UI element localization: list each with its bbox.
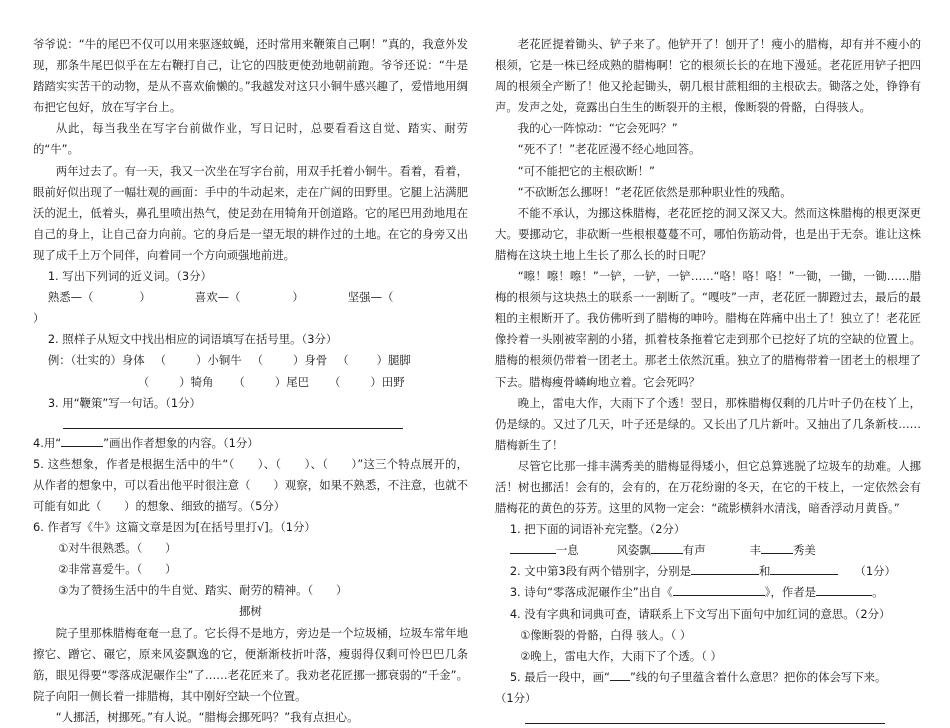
question-6-option[interactable]: ③为了赞扬生活中的牛自觉、踏实、耐劳的精神。（ ） bbox=[58, 583, 348, 598]
question-2: 2. 照样子从短文中找出相应的词语填写在括号里。（3分） bbox=[47, 332, 338, 347]
story-paragraph: 院子里那株腊梅奄奄一息了。它长得不是地方，旁边是一个垃圾桶，垃圾车常年地擦它、蹭它、碾它，原来风姿飘逸的它，便渐渐枝折叶落，瘦弱得仅剩可怜巴巴几条筋，眼见得要“零落成泥碾作尘”了……老花匠来了。我劝老花匠挪一挪衰弱的“千金”。院子向阳一侧长着一排腊梅，其中刚好空缺一个位置。 bbox=[33, 625, 468, 703]
story-paragraph: “人挪活，树挪死。”有人说。“腊梅会挪死吗？”我有点担心。 bbox=[55, 709, 359, 724]
fill-blank[interactable] bbox=[770, 561, 838, 575]
question-5: 5. 这些想象，作者是根据生活中的牛“（ ）、（ ）、（ ）”这三个特点展开的，从作者的想象中，可以看出他平时很注意（ ）观察，如果不熟悉，不注意，也就不可能有如此（ ）的想象、细致的描写。（5分） bbox=[33, 456, 468, 513]
fill-blank[interactable] bbox=[816, 582, 872, 596]
story-paragraph: 老花匠提着锄头、铲子来了。他铲开了！刨开了！瘦小的腊梅，却有并不瘦小的根须，它是一株已经成熟的腊梅啊！它的根须长长的在地下漫延。老花匠用铲子把四周的根须全产断了！他又抡起锄头，朝几根甘蔗粗细的主根砍去。锄落之处，铮铮有声。发声之处，竟露出白生生的断裂开的主根，像断裂的骨骼，白得骇人。 bbox=[495, 37, 921, 115]
right-column bbox=[495, 34, 921, 728]
question-3: 3. 用“鞭策”写一句话。（1分） bbox=[47, 395, 201, 410]
underline-sample bbox=[610, 667, 630, 681]
question-1: 1. 写出下列词的近义词。（3分） bbox=[47, 269, 212, 284]
question-2-line-1: 例：（壮实的）身体 （ ）小铜牛 （ ）身骨 （ ）腿脚 bbox=[47, 353, 411, 368]
question-5-score: （1分） bbox=[495, 690, 537, 705]
story-paragraph: 爷爷说：“牛的尾巴不仅可以用来驱逐蚊蝇，还时常用来鞭策自己啊！”真的，我意外发现，那条牛尾巴似乎在左右鞭打自己，让它的四肢更使劲地朝前跑。爷爷还说：“牛是踏踏实实苦干的动物，是从不喜欢偷懒的。”我越发对这只小铜牛感兴趣了，爱惜地用绸布把它包好，放在写字台上。 bbox=[33, 37, 468, 115]
story-paragraph: 尽管它比那一排丰满秀美的腊梅显得矮小，但它总算逃脱了垃圾车的劫难。人挪活！树也挪活！会有的，会有的，在万花纷谢的冬天，在它的干枝上，一定依然会有腊梅花的黄色的芬芳。这里的风物一定会：“疏影横斜水清浅，暗香浮动月黄昏。” bbox=[495, 458, 921, 516]
question-2-line-2: （ ）犄角 （ ）尾巴 （ ）田野 bbox=[137, 374, 405, 389]
question-6-option[interactable]: ①对牛很熟悉。（ ） bbox=[58, 541, 177, 556]
story-paragraph: “可不能把它的主根砍断！” bbox=[517, 163, 655, 178]
question-2: 2. 文中第3段有两个错别字，分别是 和 （1分） bbox=[495, 561, 921, 582]
question-1-items: 一息 风姿飘 有声 丰 秀美 bbox=[495, 540, 921, 561]
question-6: 6. 作者写《牛》这篇文章是因为[在括号里打√]。（1分） bbox=[33, 520, 316, 535]
question-4-option[interactable]: ①像断裂的骨骼，白得 骇人。（ ） bbox=[520, 627, 692, 642]
question-4-option[interactable]: ②晚上，雷电大作，大雨下了个透。（ ） bbox=[520, 648, 722, 663]
answer-line[interactable] bbox=[525, 709, 885, 724]
fill-blank[interactable] bbox=[651, 540, 683, 554]
story-paragraph: 晚上，雷电大作，大雨下了个透！翌日，那株腊梅仅剩的几片叶子仍在枝丫上，仍是绿的。又过了几天，叶子还是绿的。又长出了几片新叶。又抽出了几条新枝……腊梅新生了！ bbox=[495, 395, 921, 452]
story-paragraph: “不砍断怎么挪呀！”老花匠依然是那种职业性的残酷。 bbox=[517, 184, 792, 199]
question-6-option[interactable]: ②非常喜爱牛。（ ） bbox=[58, 562, 177, 577]
question-4: 4.用“ ”画出作者想象的内容。（1分） bbox=[33, 433, 468, 454]
story-paragraph: “嚓！嚓！嚓！”一铲，一铲，一铲……“咯！咯！咯！”一锄，一锄，一锄……腊梅的根须与这块热土的联系一一割断了。“嘎吱”一声，老花匠一脚蹬过去，最后的最粗的主根断开了。我仿佛听到了腊梅的呻吟。腊梅在阵痛中出土了！独立了！老花匠像拎着一头刚被宰割的小猪，抓着枝条拖着它走到那个已挖好了坑的空缺的位置上。腊梅的根须仍带着一团老土。那老土依然沉重。独立了的腊梅带着一团老土的根埋了下去。腊梅瘦骨嶙峋地立着。它会死吗？ bbox=[495, 269, 921, 389]
fill-blank[interactable] bbox=[691, 561, 759, 575]
story-paragraph: 从此，每当我坐在写字台前做作业，写日记时，总要看看这自觉、踏实、耐劳的“牛”。 bbox=[33, 121, 468, 157]
question-1: 1. 把下面的词语补充完整。（2分） bbox=[509, 522, 686, 537]
story-paragraph: 不能不承认，为挪这株腊梅，老花匠挖的洞又深又大。然而这株腊梅的根更深更大。要挪动它，非砍断一些根根蔓蔓不可，哪怕伤筋动骨，也是出于无奈。谁让这株腊梅在这块土地上生长了那么长的时日呢？ bbox=[495, 205, 921, 262]
answer-line[interactable] bbox=[63, 414, 403, 429]
question-1-close: ） bbox=[33, 311, 45, 326]
fill-blank[interactable] bbox=[761, 540, 793, 554]
question-5: 5. 最后一段中，画“ ”线的句子里蕴含着什么意思？把你的体会写下来。 bbox=[495, 667, 921, 688]
fill-blank[interactable] bbox=[510, 540, 556, 554]
story-paragraph: “死不了！”老花匠漫不经心地回答。 bbox=[517, 142, 701, 157]
story-title: 挪树 bbox=[239, 604, 262, 619]
story-paragraph: 两年过去了。有一天，我又一次坐在写字台前，用双手托着小铜牛。看着，看着，眼前好似出现了一幅壮观的画面：手中的牛动起来，走在广阔的田野里。它腿上沾满肥沃的泥土，低着头，鼻孔里喷出热气，使足劲在用犄角开创道路。它的尾巴用劲地甩在自己的身上，让自己奋力向前。它的身后是一望无垠的耕作过的土地。在它的身旁又出现了成千上万个同伴，向着同一个方向顽强地前进。 bbox=[33, 163, 468, 262]
question-1-items: 熟悉—（ ） 喜欢—（ ） 坚强—（ bbox=[47, 290, 394, 305]
story-paragraph: 我的心一阵惊动：“它会死吗？” bbox=[517, 121, 678, 136]
fill-blank[interactable] bbox=[673, 582, 765, 596]
question-4: 4. 没有字典和词典可查，请联系上下文写出下面句中加红词的意思。（2分） bbox=[509, 606, 891, 621]
underline-sample bbox=[61, 433, 103, 447]
question-3: 3. 诗句“零落成泥碾作尘”出自《 》，作者是 。 bbox=[495, 582, 921, 603]
left-column bbox=[33, 34, 468, 728]
